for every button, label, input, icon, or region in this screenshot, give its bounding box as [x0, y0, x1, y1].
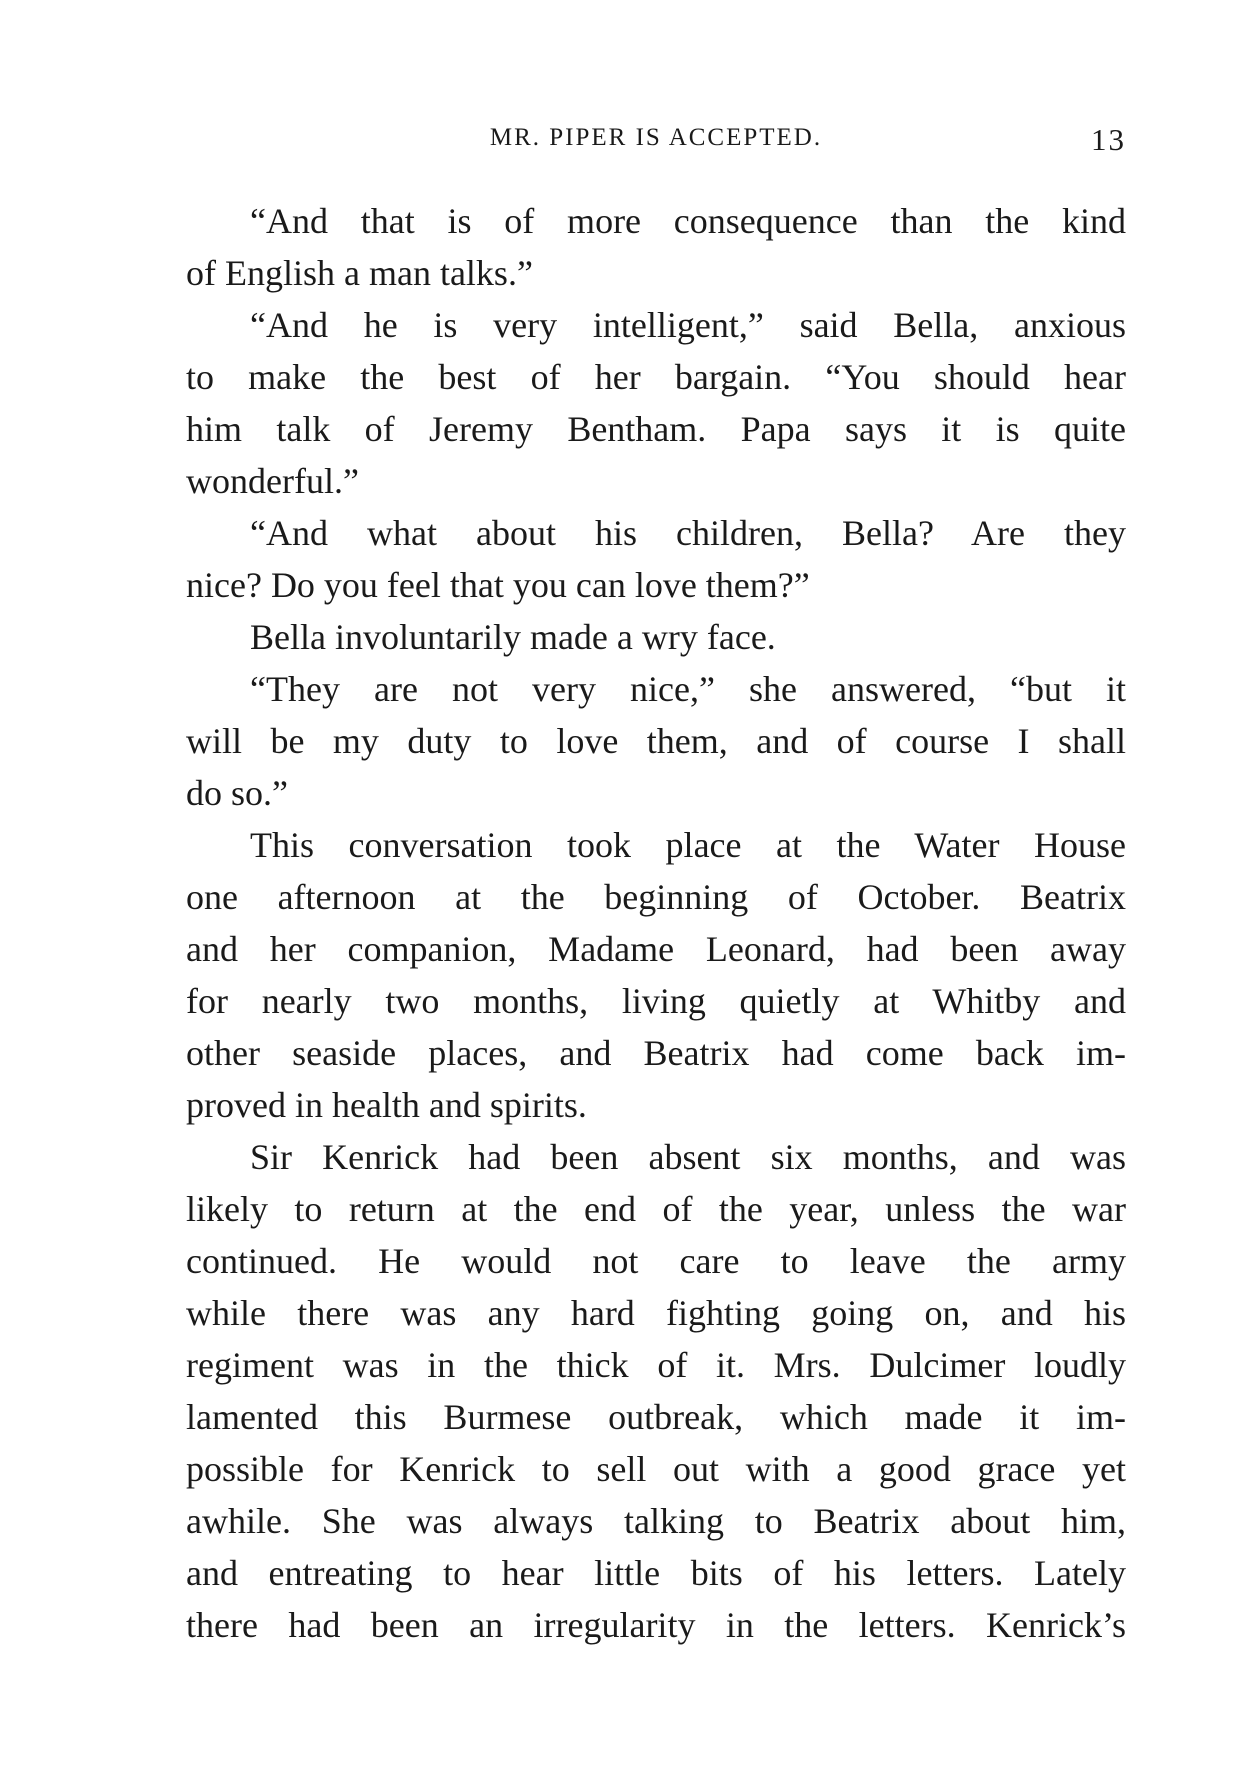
text-line: for nearly two months, living quietly at Whitby and — [186, 981, 1126, 1021]
text-line: while there was any hard fighting going on, and his — [186, 1293, 1126, 1333]
text-line: continued. He would not care to leave the army — [186, 1241, 1126, 1281]
text-line: one afternoon at the beginning of October. Beatrix — [186, 877, 1126, 917]
running-title: MR. PIPER IS ACCEPTED. — [489, 124, 823, 151]
text-line: other seaside places, and Beatrix had come back im- — [186, 1033, 1126, 1073]
page-number: 13 — [1091, 122, 1126, 157]
text-line: him talk of Jeremy Bentham. Papa says it is quite — [186, 409, 1126, 449]
text-line: wonderful.” — [186, 461, 359, 501]
running-head — [186, 118, 1126, 158]
text-line: proved in health and spirits. — [186, 1085, 587, 1125]
text-line: Bella involuntarily made a wry face. — [250, 617, 776, 657]
text-line: of English a man talks.” — [186, 253, 533, 293]
text-line: awhile. She was always talking to Beatrix about him, — [186, 1501, 1126, 1541]
body-text — [186, 195, 1126, 1651]
text-line: to make the best of her bargain. “You should hear — [186, 357, 1126, 397]
text-line: and entreating to hear little bits of his letters. Lately — [186, 1553, 1126, 1593]
text-line: will be my duty to love them, and of course I shall — [186, 721, 1126, 761]
text-line: nice? Do you feel that you can love them?” — [186, 565, 810, 605]
text-line: “And he is very intelligent,” said Bella, anxious — [250, 305, 1126, 345]
text-line: “And what about his children, Bella? Are they — [250, 513, 1126, 553]
text-line: “They are not very nice,” she answered, “but it — [250, 669, 1126, 709]
text-line: lamented this Burmese outbreak, which made it im- — [186, 1397, 1126, 1437]
text-line: there had been an irregularity in the letters. Kenrick’s — [186, 1605, 1126, 1645]
text-line: possible for Kenrick to sell out with a good grace yet — [186, 1449, 1126, 1489]
text-line: do so.” — [186, 773, 288, 813]
text-line: likely to return at the end of the year, unless the war — [186, 1189, 1126, 1229]
text-line: and her companion, Madame Leonard, had been away — [186, 929, 1126, 969]
text-line: Sir Kenrick had been absent six months, and was — [250, 1137, 1126, 1177]
text-line: regiment was in the thick of it. Mrs. Dulcimer loudly — [186, 1345, 1126, 1385]
text-line: “And that is of more consequence than the kind — [250, 201, 1126, 241]
text-line: This conversation took place at the Water House — [250, 825, 1126, 865]
